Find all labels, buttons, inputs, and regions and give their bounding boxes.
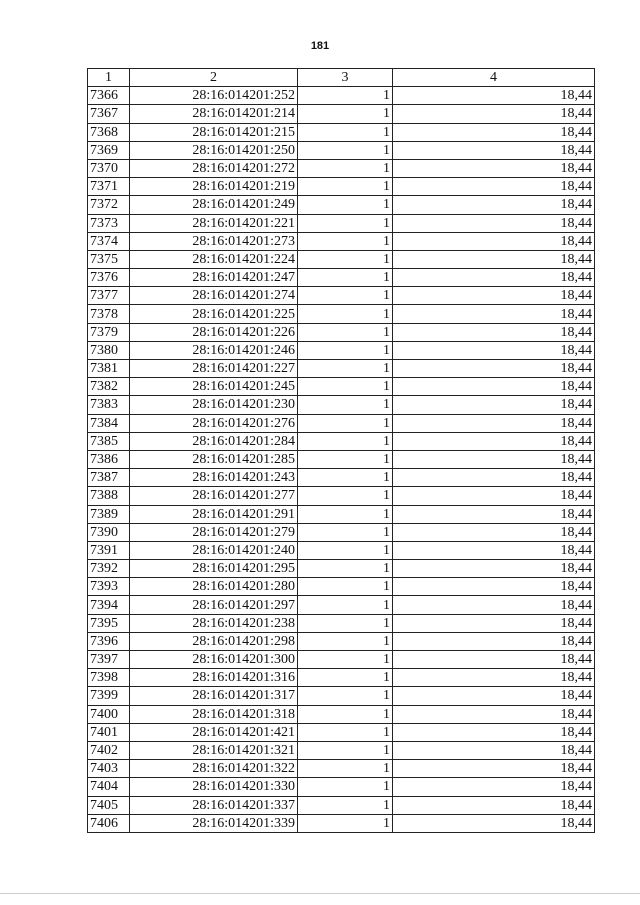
quantity-cell: 1	[298, 796, 393, 814]
table-row	[88, 123, 595, 141]
quantity-cell: 1	[298, 741, 393, 759]
table-row	[88, 578, 595, 596]
table-row	[88, 469, 595, 487]
area-cell: 18,44	[393, 305, 595, 323]
quantity-cell: 1	[298, 541, 393, 559]
area-cell: 18,44	[393, 232, 595, 250]
row-number-cell: 7397	[88, 651, 130, 669]
cadastral-number-cell: 28:16:014201:238	[130, 614, 298, 632]
area-cell: 18,44	[393, 687, 595, 705]
area-cell: 18,44	[393, 469, 595, 487]
cadastral-number-cell: 28:16:014201:337	[130, 796, 298, 814]
cadastral-number-cell: 28:16:014201:250	[130, 141, 298, 159]
area-cell: 18,44	[393, 196, 595, 214]
cadastral-number-cell: 28:16:014201:224	[130, 250, 298, 268]
cadastral-number-cell: 28:16:014201:215	[130, 123, 298, 141]
table-row	[88, 741, 595, 759]
cadastral-number-cell: 28:16:014201:298	[130, 632, 298, 650]
table-row	[88, 159, 595, 177]
row-number-cell: 7387	[88, 469, 130, 487]
table-row	[88, 287, 595, 305]
row-number-cell: 7390	[88, 523, 130, 541]
row-number-cell: 7402	[88, 741, 130, 759]
cadastral-number-cell: 28:16:014201:316	[130, 669, 298, 687]
table-row	[88, 796, 595, 814]
area-cell: 18,44	[393, 614, 595, 632]
quantity-cell: 1	[298, 523, 393, 541]
quantity-cell: 1	[298, 232, 393, 250]
area-cell: 18,44	[393, 287, 595, 305]
area-cell: 18,44	[393, 741, 595, 759]
area-cell: 18,44	[393, 523, 595, 541]
cadastral-number-cell: 28:16:014201:272	[130, 159, 298, 177]
cadastral-number-cell: 28:16:014201:317	[130, 687, 298, 705]
table-row	[88, 269, 595, 287]
area-cell: 18,44	[393, 123, 595, 141]
row-number-cell: 7369	[88, 141, 130, 159]
quantity-cell: 1	[298, 414, 393, 432]
area-cell: 18,44	[393, 141, 595, 159]
row-number-cell: 7378	[88, 305, 130, 323]
cadastral-number-cell: 28:16:014201:421	[130, 723, 298, 741]
cadastral-number-cell: 28:16:014201:247	[130, 269, 298, 287]
area-cell: 18,44	[393, 487, 595, 505]
quantity-cell: 1	[298, 341, 393, 359]
quantity-cell: 1	[298, 87, 393, 105]
quantity-cell: 1	[298, 323, 393, 341]
row-number-cell: 7391	[88, 541, 130, 559]
table-row	[88, 614, 595, 632]
row-number-cell: 7401	[88, 723, 130, 741]
cadastral-number-cell: 28:16:014201:226	[130, 323, 298, 341]
cadastral-number-cell: 28:16:014201:321	[130, 741, 298, 759]
row-number-cell: 7395	[88, 614, 130, 632]
cadastral-number-cell: 28:16:014201:291	[130, 505, 298, 523]
table-row	[88, 87, 595, 105]
quantity-cell: 1	[298, 651, 393, 669]
quantity-cell: 1	[298, 705, 393, 723]
column-header-2: 2	[130, 69, 298, 87]
cadastral-number-cell: 28:16:014201:221	[130, 214, 298, 232]
cadastral-number-cell: 28:16:014201:240	[130, 541, 298, 559]
row-number-cell: 7383	[88, 396, 130, 414]
table-row	[88, 341, 595, 359]
cadastral-number-cell: 28:16:014201:245	[130, 378, 298, 396]
table-row	[88, 250, 595, 268]
row-number-cell: 7371	[88, 178, 130, 196]
quantity-cell: 1	[298, 250, 393, 268]
row-number-cell: 7394	[88, 596, 130, 614]
cadastral-number-cell: 28:16:014201:225	[130, 305, 298, 323]
quantity-cell: 1	[298, 123, 393, 141]
page-number: 181	[310, 40, 330, 52]
quantity-cell: 1	[298, 305, 393, 323]
cadastral-number-cell: 28:16:014201:219	[130, 178, 298, 196]
table-row	[88, 778, 595, 796]
row-number-cell: 7374	[88, 232, 130, 250]
row-number-cell: 7379	[88, 323, 130, 341]
cadastral-number-cell: 28:16:014201:280	[130, 578, 298, 596]
area-cell: 18,44	[393, 159, 595, 177]
quantity-cell: 1	[298, 814, 393, 832]
row-number-cell: 7370	[88, 159, 130, 177]
table-row	[88, 305, 595, 323]
row-number-cell: 7400	[88, 705, 130, 723]
column-header-3: 3	[298, 69, 393, 87]
quantity-cell: 1	[298, 178, 393, 196]
quantity-cell: 1	[298, 578, 393, 596]
cadastral-number-cell: 28:16:014201:284	[130, 432, 298, 450]
quantity-cell: 1	[298, 469, 393, 487]
row-number-cell: 7366	[88, 87, 130, 105]
cadastral-number-cell: 28:16:014201:322	[130, 760, 298, 778]
table-row	[88, 141, 595, 159]
row-number-cell: 7384	[88, 414, 130, 432]
row-number-cell: 7405	[88, 796, 130, 814]
table-row	[88, 669, 595, 687]
quantity-cell: 1	[298, 596, 393, 614]
table-body	[88, 87, 595, 833]
area-cell: 18,44	[393, 87, 595, 105]
row-number-cell: 7367	[88, 105, 130, 123]
cadastral-number-cell: 28:16:014201:227	[130, 360, 298, 378]
row-number-cell: 7375	[88, 250, 130, 268]
cadastral-number-cell: 28:16:014201:249	[130, 196, 298, 214]
row-number-cell: 7368	[88, 123, 130, 141]
cadastral-number-cell: 28:16:014201:252	[130, 87, 298, 105]
cadastral-number-cell: 28:16:014201:297	[130, 596, 298, 614]
area-cell: 18,44	[393, 778, 595, 796]
table-row	[88, 396, 595, 414]
quantity-cell: 1	[298, 560, 393, 578]
area-cell: 18,44	[393, 378, 595, 396]
row-number-cell: 7382	[88, 378, 130, 396]
area-cell: 18,44	[393, 814, 595, 832]
area-cell: 18,44	[393, 269, 595, 287]
row-number-cell: 7399	[88, 687, 130, 705]
row-number-cell: 7392	[88, 560, 130, 578]
row-number-cell: 7398	[88, 669, 130, 687]
quantity-cell: 1	[298, 287, 393, 305]
cadastral-number-cell: 28:16:014201:274	[130, 287, 298, 305]
cadastral-number-cell: 28:16:014201:230	[130, 396, 298, 414]
cadastral-number-cell: 28:16:014201:276	[130, 414, 298, 432]
row-number-cell: 7372	[88, 196, 130, 214]
area-cell: 18,44	[393, 105, 595, 123]
area-cell: 18,44	[393, 705, 595, 723]
cadastral-number-cell: 28:16:014201:295	[130, 560, 298, 578]
quantity-cell: 1	[298, 632, 393, 650]
quantity-cell: 1	[298, 614, 393, 632]
table-row	[88, 450, 595, 468]
quantity-cell: 1	[298, 269, 393, 287]
area-cell: 18,44	[393, 250, 595, 268]
row-number-cell: 7406	[88, 814, 130, 832]
area-cell: 18,44	[393, 541, 595, 559]
quantity-cell: 1	[298, 778, 393, 796]
quantity-cell: 1	[298, 723, 393, 741]
table-header	[88, 69, 595, 87]
table-row	[88, 178, 595, 196]
table-row	[88, 432, 595, 450]
area-cell: 18,44	[393, 578, 595, 596]
row-number-cell: 7388	[88, 487, 130, 505]
table-row	[88, 196, 595, 214]
quantity-cell: 1	[298, 760, 393, 778]
column-header-1: 1	[88, 69, 130, 87]
row-number-cell: 7380	[88, 341, 130, 359]
row-number-cell: 7393	[88, 578, 130, 596]
cadastral-number-cell: 28:16:014201:246	[130, 341, 298, 359]
quantity-cell: 1	[298, 450, 393, 468]
row-number-cell: 7381	[88, 360, 130, 378]
area-cell: 18,44	[393, 178, 595, 196]
area-cell: 18,44	[393, 632, 595, 650]
table-row	[88, 323, 595, 341]
row-number-cell: 7373	[88, 214, 130, 232]
quantity-cell: 1	[298, 669, 393, 687]
cadastral-number-cell: 28:16:014201:243	[130, 469, 298, 487]
quantity-cell: 1	[298, 159, 393, 177]
cadastral-number-cell: 28:16:014201:330	[130, 778, 298, 796]
area-cell: 18,44	[393, 396, 595, 414]
row-number-cell: 7403	[88, 760, 130, 778]
table-row	[88, 632, 595, 650]
area-cell: 18,44	[393, 323, 595, 341]
quantity-cell: 1	[298, 432, 393, 450]
quantity-cell: 1	[298, 196, 393, 214]
cadastral-number-cell: 28:16:014201:318	[130, 705, 298, 723]
cadastral-number-cell: 28:16:014201:279	[130, 523, 298, 541]
area-cell: 18,44	[393, 341, 595, 359]
table-row	[88, 505, 595, 523]
quantity-cell: 1	[298, 214, 393, 232]
table-row	[88, 414, 595, 432]
area-cell: 18,44	[393, 214, 595, 232]
table-row	[88, 596, 595, 614]
row-number-cell: 7404	[88, 778, 130, 796]
table-row	[88, 705, 595, 723]
cadastral-number-cell: 28:16:014201:273	[130, 232, 298, 250]
table-row	[88, 487, 595, 505]
area-cell: 18,44	[393, 596, 595, 614]
row-number-cell: 7385	[88, 432, 130, 450]
table-row	[88, 232, 595, 250]
area-cell: 18,44	[393, 414, 595, 432]
row-number-cell: 7396	[88, 632, 130, 650]
area-cell: 18,44	[393, 432, 595, 450]
table-row	[88, 651, 595, 669]
area-cell: 18,44	[393, 796, 595, 814]
page-bottom-edge	[0, 893, 640, 894]
row-number-cell: 7389	[88, 505, 130, 523]
quantity-cell: 1	[298, 378, 393, 396]
table-row	[88, 523, 595, 541]
quantity-cell: 1	[298, 687, 393, 705]
land-plot-table	[87, 68, 595, 833]
area-cell: 18,44	[393, 560, 595, 578]
cadastral-number-cell: 28:16:014201:300	[130, 651, 298, 669]
cadastral-number-cell: 28:16:014201:339	[130, 814, 298, 832]
table-row	[88, 814, 595, 832]
table-row	[88, 360, 595, 378]
area-cell: 18,44	[393, 360, 595, 378]
column-header-4: 4	[393, 69, 595, 87]
row-number-cell: 7376	[88, 269, 130, 287]
row-number-cell: 7386	[88, 450, 130, 468]
quantity-cell: 1	[298, 487, 393, 505]
area-cell: 18,44	[393, 723, 595, 741]
quantity-cell: 1	[298, 505, 393, 523]
area-cell: 18,44	[393, 669, 595, 687]
area-cell: 18,44	[393, 760, 595, 778]
cadastral-number-cell: 28:16:014201:285	[130, 450, 298, 468]
table-row	[88, 723, 595, 741]
quantity-cell: 1	[298, 105, 393, 123]
area-cell: 18,44	[393, 450, 595, 468]
quantity-cell: 1	[298, 141, 393, 159]
row-number-cell: 7377	[88, 287, 130, 305]
table-row	[88, 378, 595, 396]
cadastral-number-cell: 28:16:014201:277	[130, 487, 298, 505]
table-row	[88, 760, 595, 778]
table-row	[88, 105, 595, 123]
table-row	[88, 541, 595, 559]
area-cell: 18,44	[393, 651, 595, 669]
table-row	[88, 687, 595, 705]
table-row	[88, 560, 595, 578]
cadastral-number-cell: 28:16:014201:214	[130, 105, 298, 123]
quantity-cell: 1	[298, 396, 393, 414]
area-cell: 18,44	[393, 505, 595, 523]
table-row	[88, 214, 595, 232]
quantity-cell: 1	[298, 360, 393, 378]
table-header-row	[88, 69, 595, 87]
